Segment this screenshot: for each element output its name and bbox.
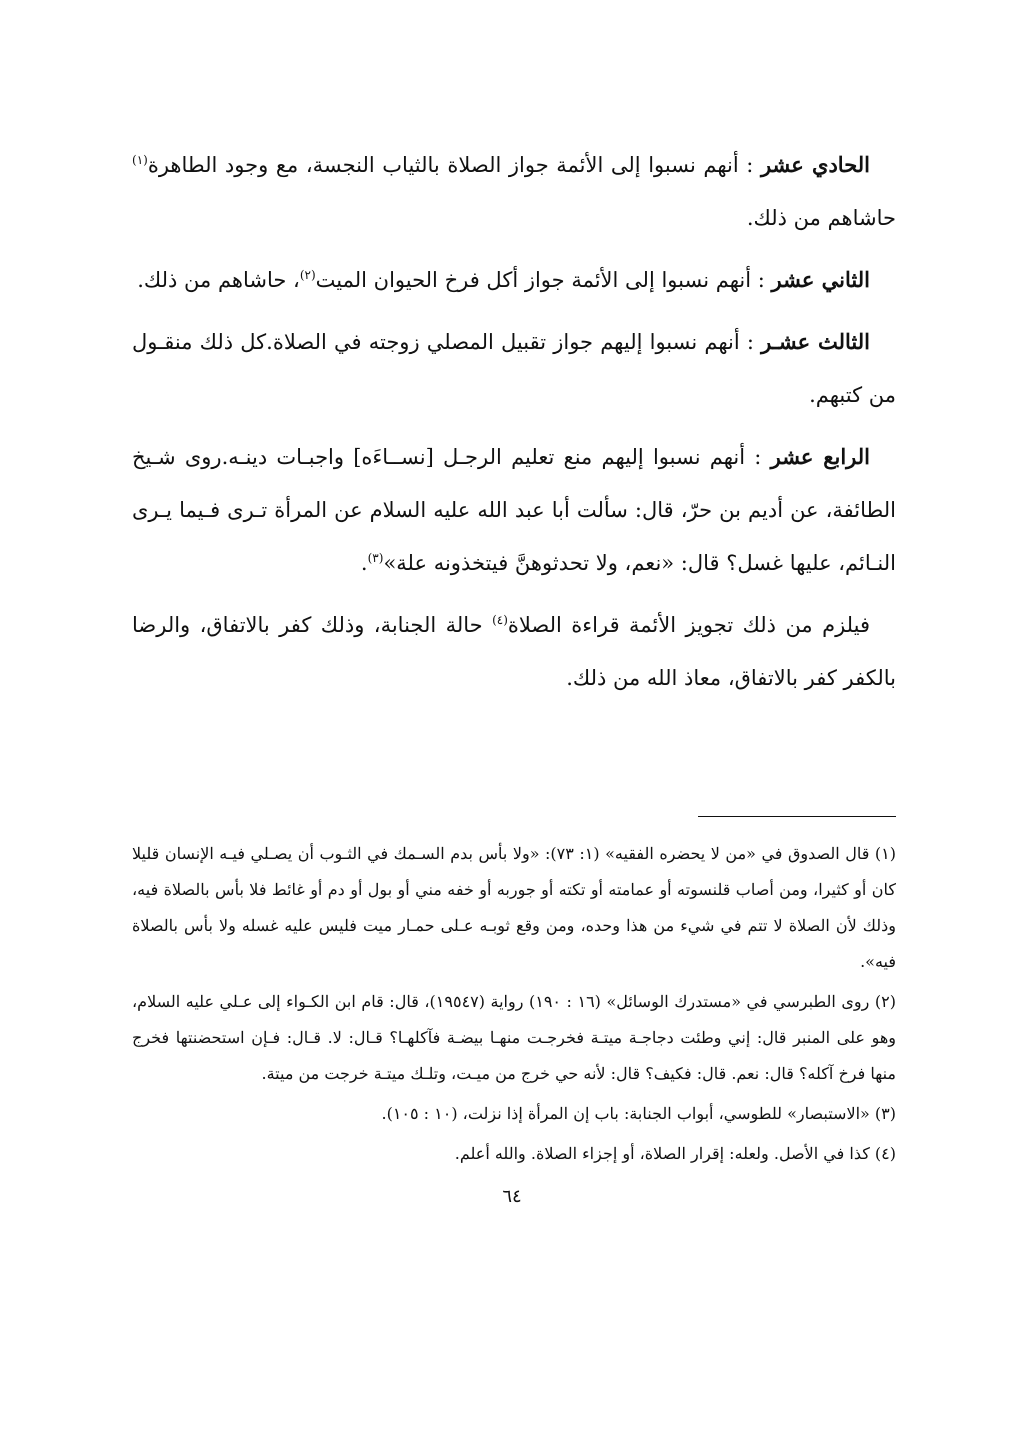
paragraph-heading: الرابع عشر (770, 444, 870, 469)
paragraph-heading: الحادي عشر (760, 152, 870, 177)
footnote-1: (١) قال الصدوق في «من لا يحضره الفقيه» (١: ٧٣): «ولا بأس بدم السـمك في الثـوب أن يصـلي فيـه الإنسان قليلا كان أو كثيرا، ومن أصاب قلنسوته أو عمامته أو تكته أو جوربه أو خفه مني أو بول أو دم أو غائط فلا بأس بالصلاة فيه، وذلك لأن الصلاة لا تتم في شيء من هذا وحده، ومن وقع ثوبـه عـلى حمـار ميت فليس عليه غسله ولا بأس بالصلاة فيه». (132, 844, 897, 971)
page-number: ٦٤ (502, 1186, 522, 1207)
footnote-4: (٤) كذا في الأصل. ولعله: إقرار الصلاة، أو إجزاء الصلاة. والله أعلم. (454, 1144, 896, 1163)
paragraph-text: : أنهم نسبوا إلى الأئمة جواز أكل فرخ الحيوان الميت (315, 268, 765, 292)
paragraph-heading: الثاني عشر (771, 267, 870, 292)
paragraph-13 (132, 315, 896, 422)
paragraph-conclusion (132, 598, 896, 705)
paragraph-text: ، حاشاهم من ذلك. (137, 268, 300, 292)
footnote-2: (٢) روى الطبرسي في «مستدرك الوسائل» (١٦ : ١٩٠) رواية (١٩٥٤٧)، قال: قام ابن الكـواء إلى عـلي عليه السلام، وهو على المنبر قال: إني وطئت دجاجـة ميتـة فخرجـت منهـا بيضـة فآكلهـا؟ قـال: لا. قـال: فـإن استحضنتها فخرج منها فرخ آكله؟ قال: نعم. قال: فكيف؟ قال: لأنه حي خرج من ميـت، وتلـك ميتـة خرجت من ميتة. (132, 992, 897, 1083)
paragraph-heading: الثالث عشـر (761, 329, 870, 354)
footnote-separator (698, 816, 896, 817)
main-text (132, 138, 896, 705)
paragraph-text: : أنهم نسبوا إليهم منع تعليم الرجـل [نســاءَه] واجبـات دينـه.روى شـيخ الطائفة، عن أديم بن حرّ، قال: سألت أبا عبد الله عليه السلام عن المرأة تـرى فـيما يـرى النـائم، عليها غسل؟ قال: «نعم، ولا تحدثوهنَّ فيتخذونه علة» (132, 445, 896, 575)
paragraph-12 (132, 253, 896, 307)
paragraph-text: فيلزم من ذلك تجويز الأئمة قراءة الصلاة (507, 613, 871, 637)
paragraph-text: . (360, 551, 368, 575)
paragraph-14 (132, 430, 896, 590)
paragraph-text: : أنهم نسبوا إليهم جواز تقبيل المصلي زوجته في الصلاة.كل ذلك منقـول من كتبهم. (132, 330, 896, 407)
paragraph-text: حاشاهم من ذلك. (746, 206, 896, 230)
paragraph-11 (132, 138, 896, 245)
paragraph-text: حالة الجنابة، وذلك كفر بالاتفاق، والرضا بالكفر كفر بالاتفاق، معاذ الله من ذلك. (132, 613, 896, 690)
footnote-3: (٣) «الاستبصار» للطوسي، أبواب الجنابة: باب إن المرأة إذا نزلت، (١٠ : ١٠٥). (381, 1104, 896, 1123)
footnote-marker[interactable]: (١) (132, 153, 148, 167)
footnotes-section (132, 836, 896, 1172)
footnote-marker[interactable]: (٤) (492, 613, 508, 627)
paragraph-text: : أنهم نسبوا إلى الأئمة جواز الصلاة بالثياب النجسة، مع وجود الطاهرة (147, 153, 754, 177)
footnote-marker[interactable]: (٢) (299, 268, 316, 282)
footnote-marker[interactable]: (٣) (367, 551, 384, 565)
